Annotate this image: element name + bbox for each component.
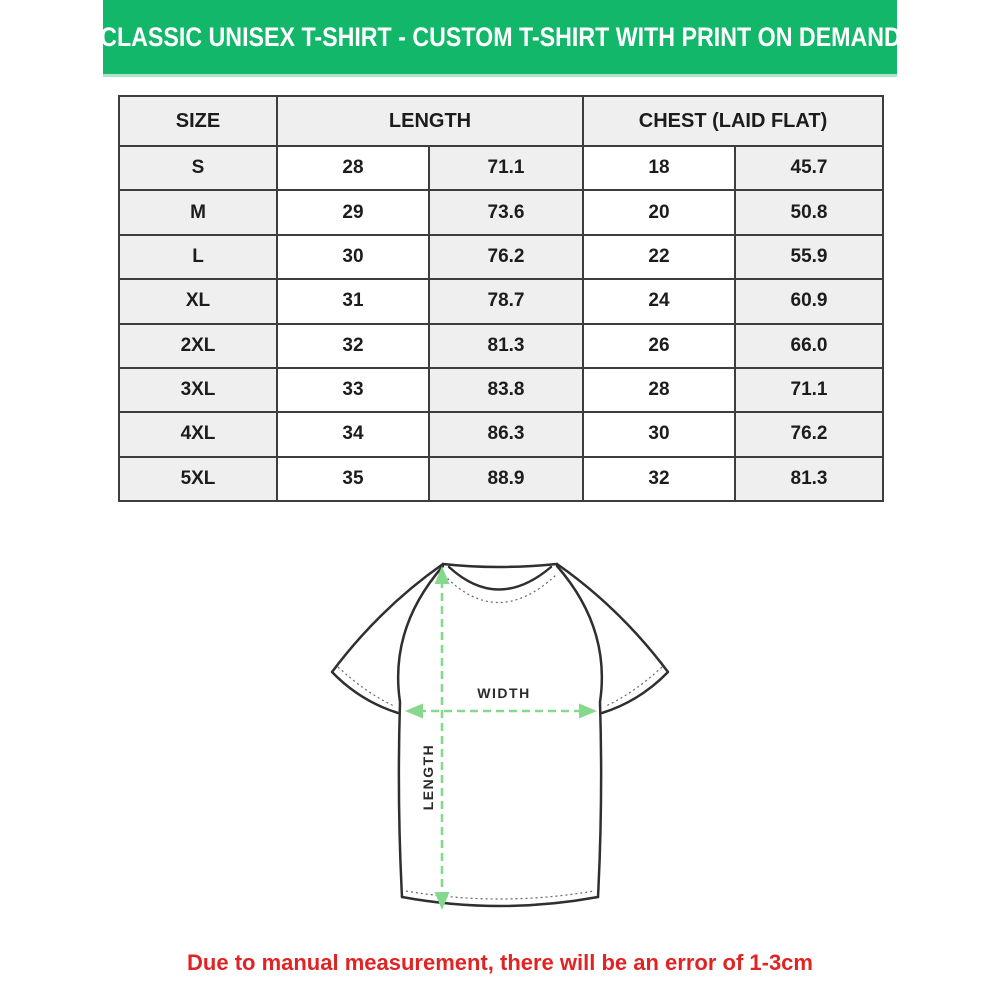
measurement-error-note: Due to manual measurement, there will be an error of 1-3cm — [187, 950, 813, 975]
tshirt-diagram-svg — [300, 540, 700, 940]
size-cell: M — [119, 190, 277, 234]
header-length: LENGTH — [277, 96, 583, 146]
value-cell: 76.2 — [429, 235, 583, 279]
width-arrow — [405, 704, 597, 719]
table-row — [119, 457, 883, 501]
size-cell: L — [119, 235, 277, 279]
value-cell: 34 — [277, 412, 429, 456]
value-cell: 78.7 — [429, 279, 583, 323]
table-row — [119, 190, 883, 234]
value-cell: 31 — [277, 279, 429, 323]
length-arrow — [435, 566, 450, 910]
size-cell: 4XL — [119, 412, 277, 456]
value-cell: 20 — [583, 190, 735, 234]
value-cell: 45.7 — [735, 146, 883, 190]
value-cell: 71.1 — [735, 368, 883, 412]
size-chart-table — [118, 95, 884, 502]
table-row — [119, 324, 883, 368]
length-dimension-label: LENGTH — [420, 743, 436, 811]
value-cell: 88.9 — [429, 457, 583, 501]
stitch-lines — [338, 575, 662, 899]
table-row — [119, 368, 883, 412]
table-row — [119, 279, 883, 323]
value-cell: 76.2 — [735, 412, 883, 456]
value-cell: 26 — [583, 324, 735, 368]
size-cell: 5XL — [119, 457, 277, 501]
size-cell: S — [119, 146, 277, 190]
value-cell: 50.8 — [735, 190, 883, 234]
value-cell: 35 — [277, 457, 429, 501]
tshirt-outline — [332, 564, 668, 906]
table-header-row — [119, 96, 883, 146]
value-cell: 71.1 — [429, 146, 583, 190]
value-cell: 18 — [583, 146, 735, 190]
value-cell: 81.3 — [735, 457, 883, 501]
value-cell: 29 — [277, 190, 429, 234]
value-cell: 60.9 — [735, 279, 883, 323]
value-cell: 28 — [583, 368, 735, 412]
value-cell: 28 — [277, 146, 429, 190]
page-title: CLASSIC UNISEX T-SHIRT - CUSTOM T-SHIRT WITH PRINT ON DEMAND — [99, 21, 901, 52]
size-cell: 3XL — [119, 368, 277, 412]
header-chest: CHEST (LAID FLAT) — [583, 96, 883, 146]
value-cell: 30 — [277, 235, 429, 279]
value-cell: 83.8 — [429, 368, 583, 412]
value-cell: 32 — [277, 324, 429, 368]
table-row — [119, 146, 883, 190]
value-cell: 24 — [583, 279, 735, 323]
title-banner — [99, 0, 901, 77]
size-cell: XL — [119, 279, 277, 323]
value-cell: 32 — [583, 457, 735, 501]
table-row — [119, 235, 883, 279]
value-cell: 33 — [277, 368, 429, 412]
value-cell: 81.3 — [429, 324, 583, 368]
width-dimension-label: WIDTH — [477, 685, 531, 701]
value-cell: 30 — [583, 412, 735, 456]
value-cell: 73.6 — [429, 190, 583, 234]
table-row — [119, 412, 883, 456]
value-cell: 22 — [583, 235, 735, 279]
tshirt-measurement-diagram — [300, 540, 700, 940]
header-size: SIZE — [119, 96, 277, 146]
value-cell: 86.3 — [429, 412, 583, 456]
value-cell: 55.9 — [735, 235, 883, 279]
value-cell: 66.0 — [735, 324, 883, 368]
size-cell: 2XL — [119, 324, 277, 368]
